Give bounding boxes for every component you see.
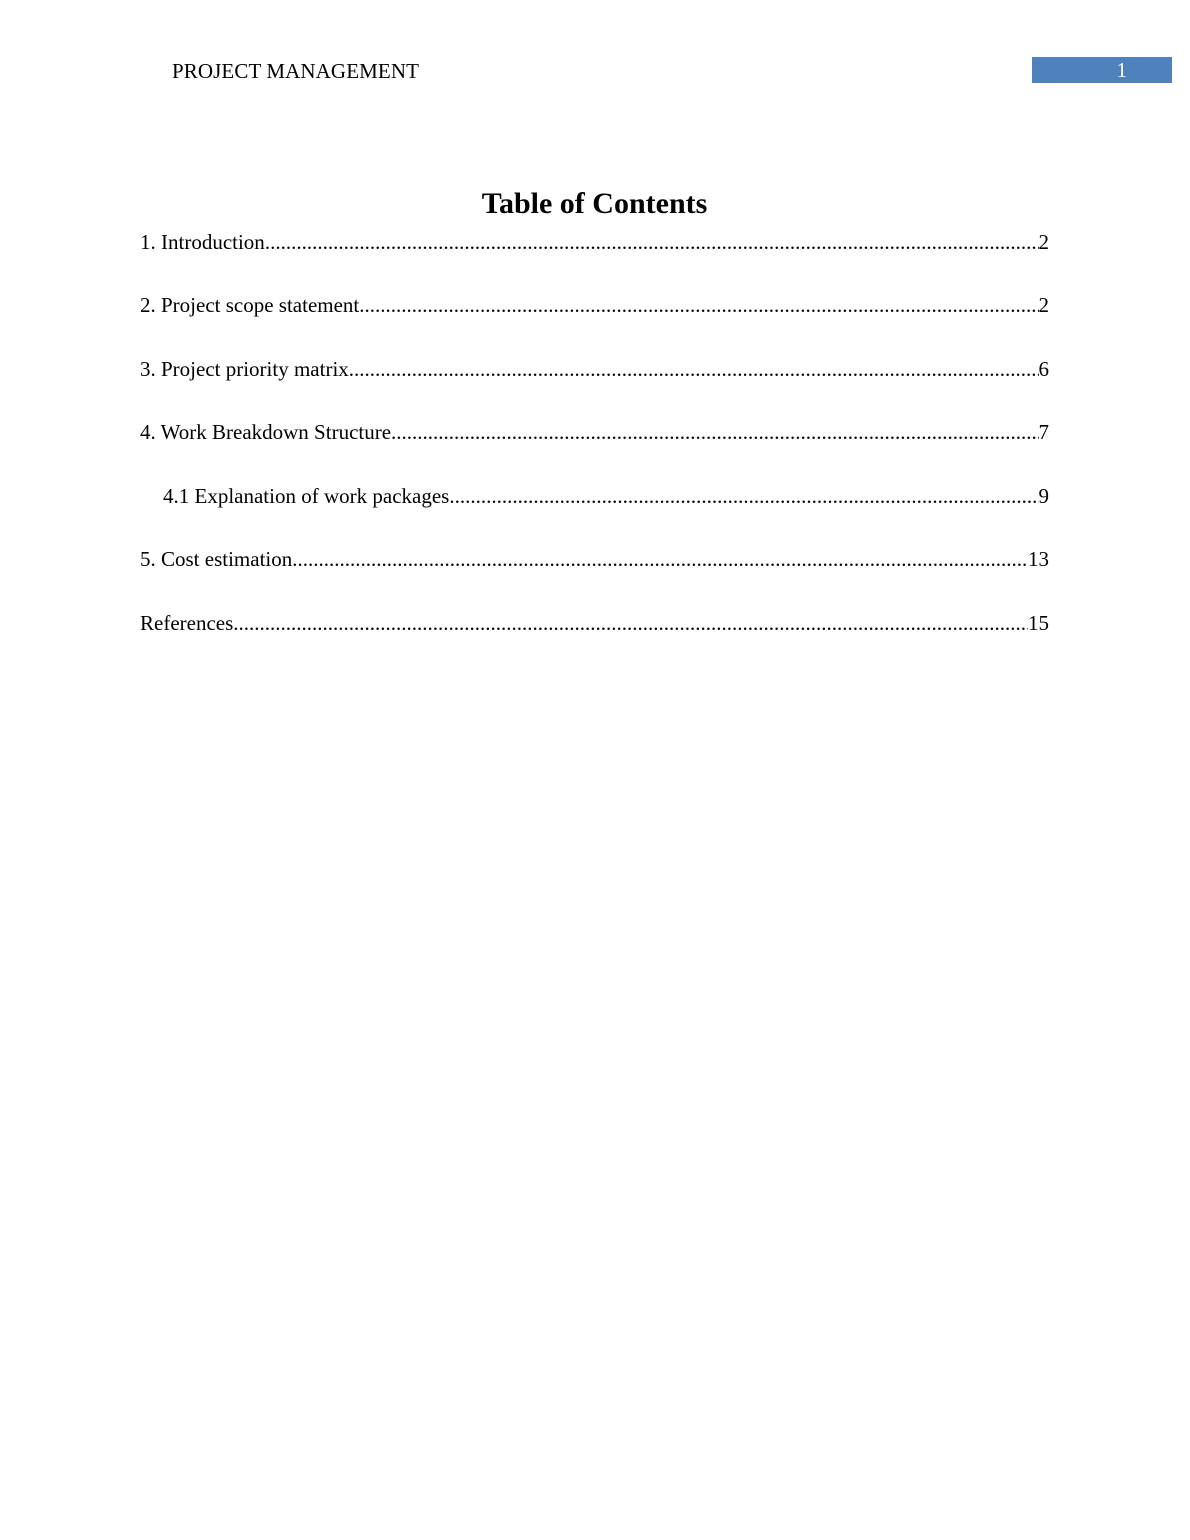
toc-entry-page: 9 bbox=[1038, 484, 1049, 508]
page-number-badge bbox=[1032, 57, 1172, 83]
toc-title: Table of Contents bbox=[481, 187, 708, 220]
toc-entry-cost-estimation[interactable] bbox=[140, 545, 1049, 573]
running-head: PROJECT MANAGEMENT bbox=[172, 59, 420, 83]
toc-entry-label: 4.1 Explanation of work packages bbox=[163, 484, 450, 508]
toc-dot-leader bbox=[449, 482, 1038, 510]
toc-dot-leader bbox=[391, 418, 1038, 446]
toc-entry-label: 5. Cost estimation bbox=[140, 547, 293, 571]
toc-entry-references[interactable] bbox=[140, 609, 1049, 637]
toc-entry-work-breakdown-structure[interactable] bbox=[140, 418, 1049, 446]
toc-entry-label: 3. Project priority matrix bbox=[140, 357, 349, 381]
toc-entry-page: 13 bbox=[1028, 547, 1049, 571]
toc-entry-page: 2 bbox=[1038, 230, 1049, 254]
toc-entry-label: 4. Work Breakdown Structure bbox=[140, 420, 392, 444]
toc-dot-leader bbox=[359, 291, 1038, 319]
toc-dot-leader bbox=[233, 609, 1028, 637]
toc-dot-leader bbox=[292, 545, 1028, 573]
table-of-contents bbox=[140, 184, 1049, 635]
toc-entry-project-scope-statement[interactable] bbox=[140, 291, 1049, 319]
page-number: 1 bbox=[1116, 58, 1127, 82]
toc-entry-label: 1. Introduction bbox=[140, 230, 265, 254]
page-header bbox=[0, 0, 1190, 100]
toc-entry-page: 2 bbox=[1038, 293, 1049, 317]
toc-entry-project-priority-matrix[interactable] bbox=[140, 355, 1049, 383]
toc-entry-introduction[interactable] bbox=[140, 228, 1049, 256]
toc-entry-explanation-of-work-packages[interactable] bbox=[163, 482, 1049, 510]
toc-entry-label: References bbox=[140, 611, 234, 635]
toc-entry-page: 7 bbox=[1038, 420, 1049, 444]
toc-entry-page: 6 bbox=[1038, 357, 1049, 381]
toc-dot-leader bbox=[349, 355, 1039, 383]
toc-entry-label: 2. Project scope statement bbox=[140, 293, 360, 317]
toc-dot-leader bbox=[265, 228, 1039, 256]
toc-entry-page: 15 bbox=[1028, 611, 1049, 635]
